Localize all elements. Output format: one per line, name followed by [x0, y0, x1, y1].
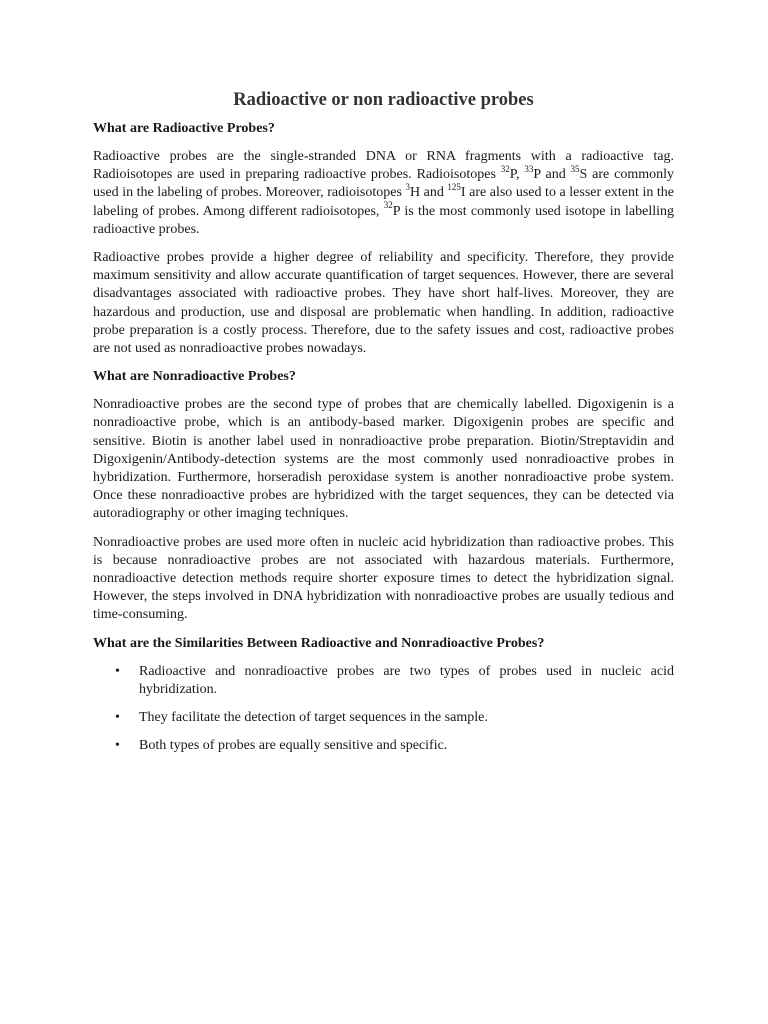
- list-item: • They facilitate the detection of target sequences in the sample.: [139, 709, 674, 727]
- superscript: 125: [447, 181, 461, 192]
- list-item: • Both types of probes are equally sensitive and specific.: [139, 737, 674, 755]
- document-title: Radioactive or non radioactive probes: [233, 90, 534, 110]
- paragraph-nonradioactive-usage: Nonradioactive probes are used more often in nucleic acid hybridization than radioactive probes. This is because nonradioactive probes are not associated with hazardous materials. Furthermore, nonradioactive detection methods require shorter exposure times to detect the hybridization signal. However, the steps involved in DNA hybridization with nonradioactive probes are usually tedious and time-consuming.: [93, 534, 674, 623]
- superscript: 35: [570, 163, 580, 174]
- section-heading-radioactive: What are Radioactive Probes?: [93, 121, 275, 136]
- paragraph-radioactive-intro: Radioactive probes are the single-stranded DNA or RNA fragments with a radioactive tag. Radioisotopes are used in preparing radioactive probes. Radioisotopes $^{32}$P, $^{33}$P and $^{35}$S are commonly used in the labeling of probes. Moreover, radioisotopes $^3$H and $^{125}$I are also used to a lesser extent in the labeling of probes. Among different radioisotopes, $^{32}$P is the most commonly used isotope in labelling radioactive probes.: [93, 149, 675, 237]
- list-item: • Radioactive and nonradioactive probes are two types of probes used in nucleic acid hybridization.: [139, 663, 674, 699]
- similarities-list: [93, 663, 674, 756]
- superscript: 33: [524, 163, 534, 174]
- superscript: 32: [500, 163, 510, 174]
- superscript: 32: [383, 199, 393, 210]
- superscript: 3: [405, 181, 410, 192]
- section-heading-similarities: What are the Similarities Between Radioactive and Nonradioactive Probes?: [93, 635, 545, 651]
- section-heading-nonradioactive: What are Nonradioactive Probes?: [93, 369, 296, 385]
- paragraph-radioactive-pros-cons: Radioactive probes provide a higher degree of reliability and specificity. Therefore, they provide maximum sensitivity and allow accurate quantification of target sequences. However, there are several disadvantages associated with radioactive probes. They have short half-lives. Moreover, they are hazardous and production, use and disposal are problematic when handling. In addition, radioactive probe preparation is a costly process. Therefore, due to the safety issues and cost, radioactive probes are not used as nonradioactive probes nowadays.: [93, 250, 674, 357]
- paragraph-nonradioactive-intro: Nonradioactive probes are the second type of probes that are chemically labelled. Digoxigenin is a nonradioactive probe, which is an antibody-based marker. Digoxigenin probes are specific and sensitive. Biotin is another label used in nonradioactive probe preparation. Biotin/Streptavidin and Digoxigenin/Antibody-detection systems are the most commonly used nonradioactive probes in hybridization. Furthermore, horseradish peroxidase system is another nonradioactive probe system. Once these nonradioactive probes are hybridized with the target sequences, they can be detected via autoradiography or other imaging techniques.: [93, 397, 674, 522]
